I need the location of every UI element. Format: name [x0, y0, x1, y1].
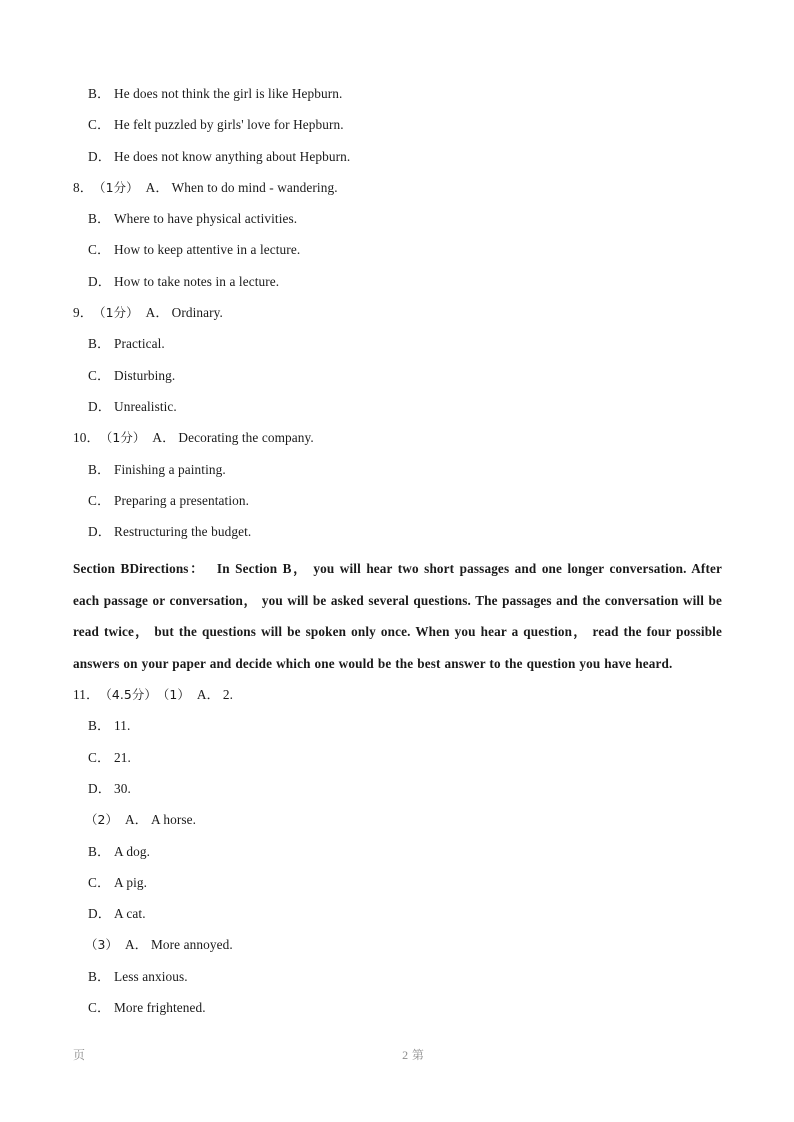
question-number: 9．: [73, 305, 94, 321]
directions-body: In Section B， you will hear two short passages and one longer conversation. After each passage or conversation， you will be asked several questions. The passages and the conversation will be read twice， but the questions will be spoken only once. When you hear a question， read the four possible answers on your paper and decide which one would be the best answer to the question you have heard.: [73, 561, 722, 671]
option-text: Ordinary.: [171, 305, 223, 321]
option-text: More annoyed.: [150, 937, 233, 953]
question-marks: （1分）: [93, 179, 139, 195]
option-text: When to do mind - wandering.: [171, 179, 338, 195]
option-text: He does not know anything about Hepburn.: [114, 148, 351, 164]
option-letter: D．: [88, 398, 112, 414]
footer-page-number: 2: [402, 1048, 409, 1062]
page-footer: [73, 1046, 722, 1072]
page-content: [73, 78, 722, 1023]
option-row: [73, 992, 722, 1023]
option-letter: D．: [88, 780, 112, 796]
option-letter: C．: [88, 492, 111, 508]
question-number: 8．: [73, 179, 94, 195]
option-text: Disturbing.: [114, 367, 176, 383]
option-row: [73, 266, 722, 297]
subquestion-label: （2）: [85, 812, 118, 828]
section-b-directions: [73, 553, 722, 679]
subquestion-label: （3）: [85, 937, 118, 953]
option-row: [73, 109, 722, 140]
directions-heading: Section BDirections：: [73, 561, 205, 577]
question-number: 10．: [73, 430, 100, 446]
option-text: A horse.: [150, 812, 197, 828]
option-letter: A．: [124, 812, 149, 828]
option-letter: A．: [145, 305, 169, 321]
question-marks: （1分）: [99, 430, 146, 446]
option-text: He does not think the girl is like Hepburn.: [114, 86, 343, 101]
option-row: [73, 742, 722, 773]
subquestion-header-row: [73, 804, 722, 835]
option-text: Finishing a painting.: [114, 461, 226, 477]
option-text: He felt puzzled by girls' love for Hepburn.: [114, 117, 344, 133]
question-block-11: [73, 679, 722, 1023]
option-letter: C．: [88, 1000, 111, 1016]
option-text: 30.: [114, 780, 131, 796]
option-letter: B．: [88, 968, 111, 984]
option-text: Less anxious.: [114, 968, 188, 984]
option-text: More frightened.: [114, 1000, 206, 1016]
option-text: Practical.: [114, 336, 165, 352]
question-header-row: [73, 422, 722, 453]
option-letter: B．: [88, 336, 111, 352]
option-row: [73, 78, 722, 109]
option-row: [73, 328, 722, 359]
option-letter: B．: [88, 843, 111, 859]
question-header-row: [73, 172, 722, 203]
question-header-row: [73, 297, 722, 328]
option-letter: D．: [88, 524, 112, 540]
option-text: How to keep attentive in a lecture.: [114, 242, 301, 258]
option-letter: C．: [88, 367, 111, 383]
option-text: Where to have physical activities.: [114, 211, 298, 227]
option-text: Preparing a presentation.: [114, 492, 250, 508]
footer-page-unit: 页: [73, 1048, 86, 1062]
footer-page-word: 第: [411, 1048, 424, 1062]
option-row: [73, 454, 722, 485]
option-letter: C．: [88, 117, 111, 133]
option-letter: A．: [196, 687, 220, 703]
option-letter: A．: [152, 430, 176, 446]
option-letter: B．: [88, 718, 111, 734]
option-row: [73, 203, 722, 234]
option-group-carryover: [73, 78, 722, 172]
option-letter: C．: [88, 242, 111, 258]
option-row: [73, 773, 722, 804]
option-text: A pig.: [114, 874, 148, 890]
option-row: [73, 234, 722, 265]
option-letter: A．: [145, 179, 169, 195]
option-row: [73, 898, 722, 929]
option-row: [73, 141, 722, 172]
option-text: 2.: [222, 687, 234, 703]
option-letter: B．: [88, 211, 111, 227]
footer-page-indicator: [373, 1046, 453, 1063]
option-letter: C．: [88, 874, 111, 890]
subquestion-header-row: [73, 929, 722, 960]
option-letter: D．: [88, 906, 112, 922]
subquestion-label: （1）: [156, 687, 190, 703]
option-row: [73, 710, 722, 741]
question-block-9: [73, 297, 722, 422]
option-row: [73, 485, 722, 516]
option-letter: D．: [88, 273, 112, 289]
option-letter: C．: [88, 749, 111, 765]
option-text: 11.: [114, 718, 131, 734]
question-block-8: [73, 172, 722, 297]
option-text: Unrealistic.: [114, 398, 177, 414]
option-letter: A．: [124, 937, 149, 953]
option-row: [73, 836, 722, 867]
question-number: 11．: [73, 687, 100, 703]
option-row: [73, 516, 722, 547]
option-text: Decorating the company.: [178, 430, 314, 446]
option-row: [73, 867, 722, 898]
question-marks: （4.5分）: [99, 687, 157, 703]
question-header-row: [73, 679, 722, 710]
question-block-10: [73, 422, 722, 547]
option-text: A dog.: [114, 843, 151, 859]
option-letter: D．: [88, 148, 112, 164]
question-marks: （1分）: [93, 305, 139, 321]
option-row: [73, 360, 722, 391]
option-row: [73, 961, 722, 992]
option-letter: B．: [88, 86, 111, 101]
option-text: Restructuring the budget.: [114, 524, 252, 540]
option-text: How to take notes in a lecture.: [114, 273, 280, 289]
option-text: 21.: [114, 749, 131, 765]
option-row: [73, 391, 722, 422]
option-text: A cat.: [114, 906, 146, 922]
option-letter: B．: [88, 461, 111, 477]
